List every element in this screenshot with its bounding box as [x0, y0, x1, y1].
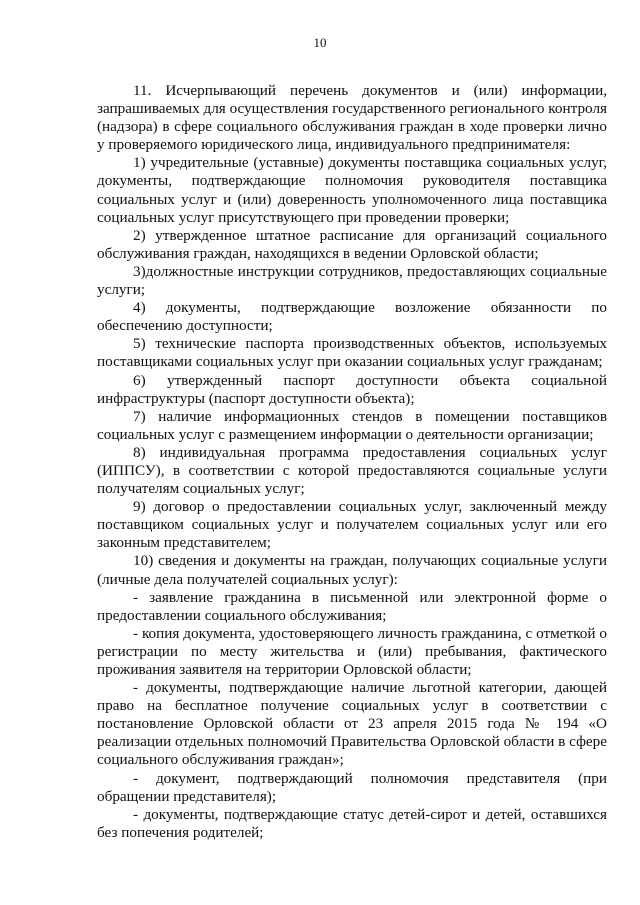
- list-item-3: 3)должностные инструкции сотрудников, предоставляющих социальные услуги;: [97, 262, 607, 299]
- document-body: [97, 82, 607, 842]
- sub-item-benefit-documents: - документы, подтверждающие наличие льготной категории, дающей право на бесплатное получение социальных услуг в соответствии с постановление Орловской области от 23 апреля 2015 года № 194 «О реализации отдельных полномочий Правительства Орловской области в сфере социального обслуживания граждан»;: [97, 679, 607, 769]
- list-item-2: 2) утвержденное штатное расписание для организаций социального обслуживания граждан, находящихся в ведении Орловской области;: [97, 226, 607, 262]
- paragraph-11-intro: 11. Исчерпывающий перечень документов и (или) информации, запрашиваемых для осуществления государственного регионального контроля (надзора) в сфере социального обслуживания граждан в ходе проверки лично у проверяемого юридического лица, индивидуального предпринимателя:: [97, 82, 608, 154]
- list-item-5: 5) технические паспорта производственных объектов, используемых поставщиками социальных услуг при оказании социальных услуг гражданам;: [97, 335, 607, 371]
- list-item-8: 8) индивидуальная программа предоставления социальных услуг (ИППСУ), в соответствии с которой предоставляются социальные услуги получателям социальных услуг;: [97, 443, 607, 498]
- sub-item-identity-copy: - копия документа, удостоверяющего личность гражданина, с отметкой о регистрации по месту жительства и (или) пребывания, фактического проживания заявителя на территории Орловской области;: [97, 624, 607, 678]
- list-item-1: 1) учредительные (уставные) документы поставщика социальных услуг, документы, подтверждающие полномочия руководителя поставщика социальных услуг и (или) доверенность уполномоченного лица поставщика социальных услуг присутствующего при проведении проверки;: [97, 154, 607, 226]
- sub-item-representative-document: - документ, подтверждающий полномочия представителя (при обращении представителя);: [97, 769, 607, 805]
- sub-item-orphan-status-documents: - документы, подтверждающие статус детей-сирот и детей, оставшихся без попечения родителей;: [97, 805, 607, 841]
- list-item-4: 4) документы, подтверждающие возложение обязанности по обеспечению доступности;: [97, 299, 607, 335]
- list-item-7: 7) наличие информационных стендов в помещении поставщиков социальных услуг с размещением информации о деятельности организации;: [97, 407, 607, 443]
- list-item-9: 9) договор о предоставлении социальных услуг, заключенный между поставщиком социальных услуг и получателем социальных услуг или его законным представителем;: [97, 498, 607, 552]
- page-number: 10: [313, 35, 327, 50]
- list-item-10: 10) сведения и документы на граждан, получающих социальные услуги (личные дела получателей социальных услуг):: [97, 552, 607, 588]
- sub-item-application: - заявление гражданина в письменной или электронной форме о предоставлении социального обслуживания;: [97, 588, 607, 624]
- list-item-6: 6) утвержденный паспорт доступности объекта социальной инфраструктуры (паспорт доступности объекта);: [97, 371, 607, 407]
